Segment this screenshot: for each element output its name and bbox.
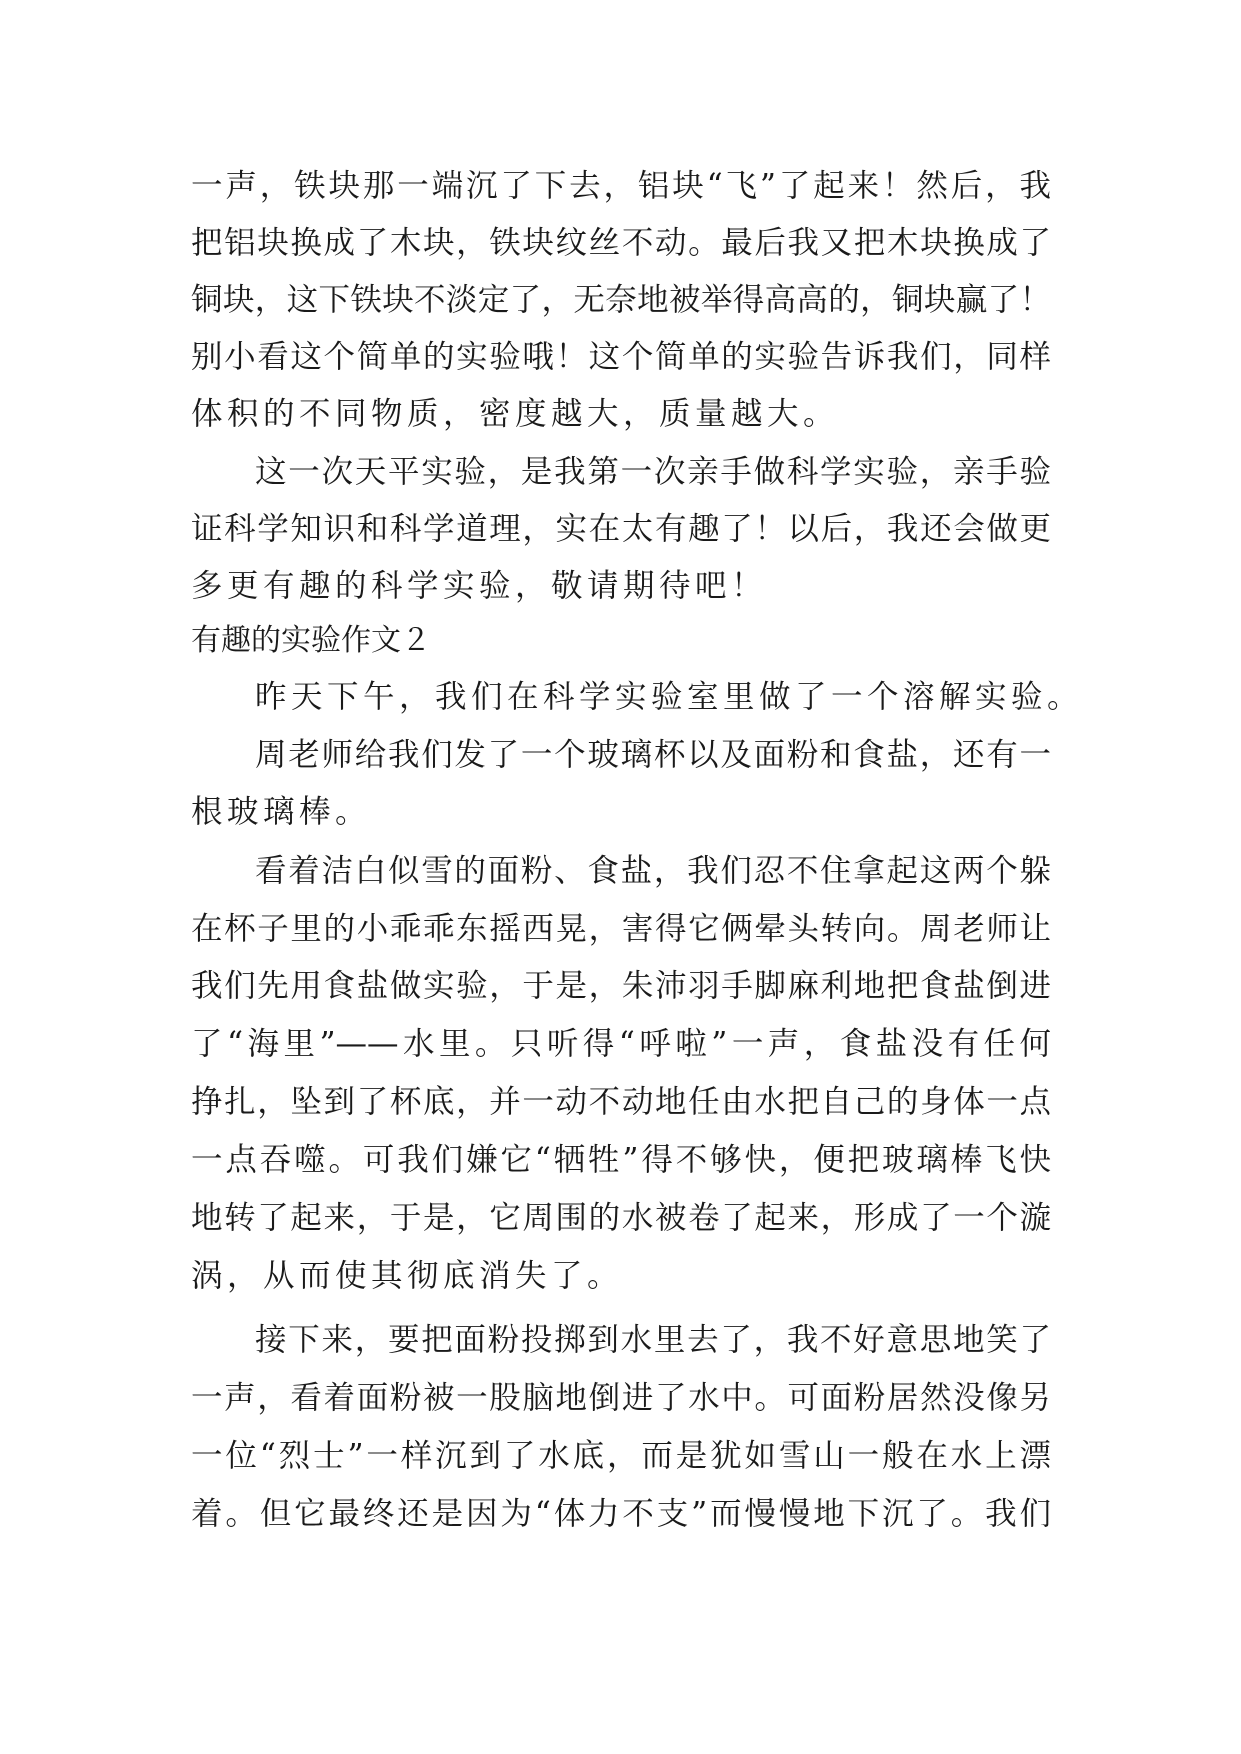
paragraph-first-line: 这一次天平实验，是我第一次亲手做科学实验，亲手验 [255,454,1051,490]
text-line: 铜块，这下铁块不淡定了，无奈地被举得高高的，铜块赢了！ [191,282,1051,318]
paragraph-first-line: 看着洁白似雪的面粉、食盐，我们忍不住拿起这两个躲 [255,853,1051,889]
text-line: 一位“烈士”一样沉到了水底，而是犹如雪山一般在水上漂 [191,1438,1051,1474]
text-line: 一声，看着面粉被一股脑地倒进了水中。可面粉居然没像另 [191,1380,1051,1416]
section-heading: 有趣的实验作文２ [191,623,431,658]
text-line: 我们先用食盐做实验，于是，朱沛羽手脚麻利地把食盐倒进 [191,968,1051,1004]
paragraph-first-line: 周老师给我们发了一个玻璃杯以及面粉和食盐，还有一 [255,737,1051,773]
text-line: 挣扎，坠到了杯底，并一动不动地任由水把自己的身体一点 [191,1084,1051,1120]
text-line: 根玻璃棒。 [191,794,372,830]
paragraph-first-line: 接下来，要把面粉投掷到水里去了，我不好意思地笑了 [255,1322,1051,1358]
text-line: 地转了起来，于是，它周围的水被卷了起来，形成了一个漩 [191,1200,1051,1236]
text-line: 一点吞噬。可我们嫌它“牺牲”得不够快，便把玻璃棒飞快 [191,1142,1051,1178]
text-line: 一声，铁块那一端沉了下去，铝块“飞”了起来！然后，我 [191,168,1051,204]
text-line: 别小看这个简单的实验哦！这个简单的实验告诉我们，同样 [191,339,1051,375]
text-line: 把铝块换成了木块，铁块纹丝不动。最后我又把木块换成了 [191,225,1051,261]
text-line: 涡，从而使其彻底消失了。 [191,1258,624,1294]
text-line: 着。但它最终还是因为“体力不支”而慢慢地下沉了。我们 [191,1496,1051,1532]
text-line: 证科学知识和科学道理，实在太有趣了！以后，我还会做更 [191,511,1051,547]
text-line: 了“海里”——水里。只听得“呼啦”一声，食盐没有任何 [191,1026,1051,1062]
text-line: 多更有趣的科学实验，敬请期待吧！ [191,568,768,604]
paragraph-first-line: 昨天下午，我们在科学实验室里做了一个溶解实验。 [255,679,1084,715]
text-line: 在杯子里的小乖乖东摇西晃，害得它俩晕头转向。周老师让 [191,911,1051,947]
text-line: 体积的不同物质，密度越大，质量越大。 [191,396,840,432]
